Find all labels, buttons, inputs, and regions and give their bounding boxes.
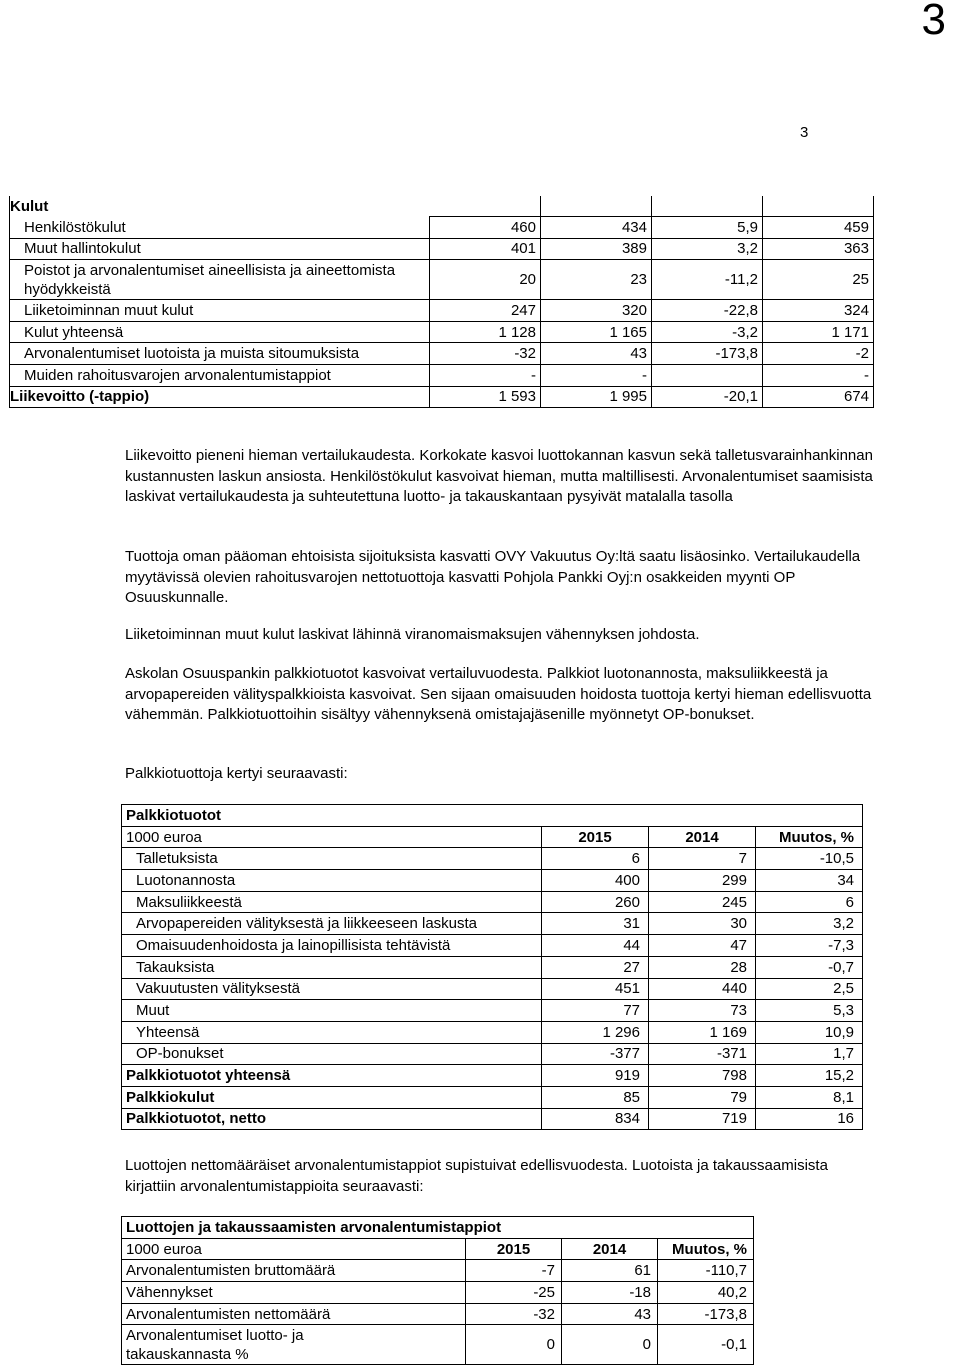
table-row [122, 1217, 754, 1239]
row-label: Muut [122, 1000, 542, 1022]
cell: -7 [466, 1260, 562, 1282]
row-label: Palkkiotuotot, netto [122, 1108, 542, 1130]
cell: 20 [430, 260, 541, 300]
cell: -10,5 [756, 848, 863, 870]
table-row [10, 364, 874, 386]
cell: 2,5 [756, 978, 863, 1000]
cell: 389 [541, 238, 652, 260]
cell: 23 [541, 260, 652, 300]
luotto-title: Luottojen ja takaussaamisten arvonalentumistappiot [122, 1217, 754, 1239]
cell: 0 [466, 1325, 562, 1365]
row-label: Liiketoiminnan muut kulut [10, 300, 430, 322]
cell: 1 296 [542, 1021, 649, 1043]
row-label: Henkilöstökulut [10, 217, 430, 239]
cell: 834 [542, 1108, 649, 1130]
unit-label: 1000 euroa [122, 1238, 466, 1260]
table-row [122, 1325, 754, 1365]
table-row [10, 321, 874, 343]
cell: 1 171 [763, 321, 874, 343]
paragraph-muut-kulut: Liiketoiminnan muut kulut laskivat lähinnä viranomaismaksujen vähennyksen johdosta. [125, 626, 700, 643]
cell: 31 [542, 913, 649, 935]
cell: - [541, 364, 652, 386]
cell: 43 [541, 343, 652, 365]
row-label: Poistot ja arvonalentumiset aineellisista ja aineettomista hyödykkeistä [10, 260, 430, 300]
row-label: Kulut yhteensä [10, 321, 430, 343]
cell: -22,8 [652, 300, 763, 322]
row-label: OP-bonukset [122, 1043, 542, 1065]
cell: 6 [542, 848, 649, 870]
cell: 34 [756, 870, 863, 892]
cell: 459 [763, 217, 874, 239]
table-row [122, 1065, 863, 1087]
column-header: 2015 [466, 1238, 562, 1260]
cell: 1 169 [649, 1021, 756, 1043]
paragraph-tuottoja: Tuottoja oman pääoman ehtoisista sijoituksista kasvatti OVY Vakuutus Oy:ltä saatu lisäosinko. Vertailukaudella myytävissä olevien rahoitusvarojen nettotuottoja kasvatti Pohjola Pankki Oyj:n osakkeiden myynti OP Osuuskunnalle. [125, 548, 861, 606]
row-label: Talletuksista [122, 848, 542, 870]
table-row [10, 260, 874, 300]
cell: -110,7 [658, 1260, 754, 1282]
row-label: Arvopapereiden välityksestä ja liikkeeseen laskusta [122, 913, 542, 935]
kulut-table [9, 196, 874, 408]
column-header: Muutos, % [756, 826, 863, 848]
cell: 1 165 [541, 321, 652, 343]
table-row [122, 913, 863, 935]
row-label: Muut hallintokulut [10, 238, 430, 260]
cell [652, 364, 763, 386]
cell: 245 [649, 891, 756, 913]
header-cell [541, 196, 652, 217]
row-label: Liikevoitto (-tappio) [10, 386, 430, 408]
column-header: 2014 [649, 826, 756, 848]
cell: 6 [756, 891, 863, 913]
cell: 8,1 [756, 1086, 863, 1108]
unit-label: 1000 euroa [122, 826, 542, 848]
row-label: Muiden rahoitusvarojen arvonalentumistappiot [10, 364, 430, 386]
palkkiotuotot-table [121, 804, 863, 1130]
table-row [122, 978, 863, 1000]
corner-page-number: 3 [921, 0, 946, 44]
cell: 0 [562, 1325, 658, 1365]
cell: 7 [649, 848, 756, 870]
table-row [122, 1238, 754, 1260]
cell: 247 [430, 300, 541, 322]
cell: 3,2 [652, 238, 763, 260]
cell: 28 [649, 956, 756, 978]
cell: -11,2 [652, 260, 763, 300]
row-label: Palkkiokulut [122, 1086, 542, 1108]
cell: 15,2 [756, 1065, 863, 1087]
row-label: Arvonalentumiset luotoista ja muista sitoumuksista [10, 343, 430, 365]
row-label: Maksuliikkeestä [122, 891, 542, 913]
table-row [10, 217, 874, 239]
cell: 401 [430, 238, 541, 260]
cell: 85 [542, 1086, 649, 1108]
table-row [122, 1086, 863, 1108]
row-label: Arvonalentumisten nettomäärä [122, 1303, 466, 1325]
cell: -377 [542, 1043, 649, 1065]
cell: -2 [763, 343, 874, 365]
cell: 43 [562, 1303, 658, 1325]
cell: 47 [649, 935, 756, 957]
cell: 1 128 [430, 321, 541, 343]
table-row [122, 1260, 754, 1282]
table-row [10, 300, 874, 322]
row-label: Vähennykset [122, 1282, 466, 1304]
cell: 299 [649, 870, 756, 892]
header-cell [652, 196, 763, 217]
cell: -3,2 [652, 321, 763, 343]
cell: 5,3 [756, 1000, 863, 1022]
row-label: Omaisuudenhoidosta ja lainopillisista tehtävistä [122, 935, 542, 957]
cell: -173,8 [652, 343, 763, 365]
cell: -20,1 [652, 386, 763, 408]
cell: 440 [649, 978, 756, 1000]
table-row [10, 343, 874, 365]
paragraph-palkkiotuotot: Askolan Osuuspankin palkkiotuotot kasvoivat vertailuvuodesta. Palkkiot luotonannosta, maksuliikkeestä ja arvopapereiden välityspalkkioista kasvoivat. Sen sijaan omaisuuden hoidosta tuottoja kertyi hieman edellisvuotta vähemmän. Palkkiotuottoihin sisältyy vähennyksenä omistajajäsenille myönnetyt OP-bonukset. [125, 665, 872, 723]
table-row [10, 386, 874, 408]
cell: -173,8 [658, 1303, 754, 1325]
table-row [122, 848, 863, 870]
cell: 260 [542, 891, 649, 913]
cell: 798 [649, 1065, 756, 1087]
cell: 460 [430, 217, 541, 239]
table-row [10, 196, 874, 217]
table-row [122, 826, 863, 848]
cell: 320 [541, 300, 652, 322]
cell: -371 [649, 1043, 756, 1065]
row-label: Arvonalentumiset luotto- ja takauskannasta % [122, 1325, 466, 1365]
cell: 719 [649, 1108, 756, 1130]
cell: 16 [756, 1108, 863, 1130]
row-label: Takauksista [122, 956, 542, 978]
table-row [122, 1282, 754, 1304]
cell: 27 [542, 956, 649, 978]
cell: 44 [542, 935, 649, 957]
kulut-title: Kulut [10, 196, 430, 217]
cell: -32 [430, 343, 541, 365]
cell: 3,2 [756, 913, 863, 935]
cell: 363 [763, 238, 874, 260]
page-number: 3 [800, 124, 809, 141]
cell: 919 [542, 1065, 649, 1087]
column-header: 2015 [542, 826, 649, 848]
cell: 40,2 [658, 1282, 754, 1304]
palkkio-title: Palkkiotuotot [122, 805, 863, 827]
cell: -0,7 [756, 956, 863, 978]
cell: 25 [763, 260, 874, 300]
cell: 5,9 [652, 217, 763, 239]
luottojen-arvonalentumiset-table [121, 1216, 754, 1365]
column-header: 2014 [562, 1238, 658, 1260]
row-label: Vakuutusten välityksestä [122, 978, 542, 1000]
row-label: Yhteensä [122, 1021, 542, 1043]
table-row [122, 935, 863, 957]
table-row [122, 1303, 754, 1325]
cell: 30 [649, 913, 756, 935]
table-row [122, 891, 863, 913]
cell: -18 [562, 1282, 658, 1304]
column-header: Muutos, % [658, 1238, 754, 1260]
cell: -7,3 [756, 935, 863, 957]
cell: -0,1 [658, 1325, 754, 1365]
paragraph-liikevoitto: Liikevoitto pieneni hieman vertailukaudesta. Korkokate kasvoi luottokannan kasvun sekä talletusvarainhankinnan kustannusten laskun ansiosta. Henkilöstökulut kasvoivat hieman, mutta maltillisesti. Arvonalentumiset saamisista laskivat vertailukaudesta ja suhteutettuna luotto- ja takauskantaan pysyivät matalalla tasolla [125, 447, 873, 505]
cell: 400 [542, 870, 649, 892]
cell: -32 [466, 1303, 562, 1325]
cell: - [763, 364, 874, 386]
cell: 451 [542, 978, 649, 1000]
cell: 1 995 [541, 386, 652, 408]
table-row [122, 956, 863, 978]
cell: 73 [649, 1000, 756, 1022]
paragraph-palkkiot-intro: Palkkiotuottoja kertyi seuraavasti: [125, 765, 348, 782]
table-row [122, 870, 863, 892]
row-label: Luotonannosta [122, 870, 542, 892]
cell: 61 [562, 1260, 658, 1282]
cell: 324 [763, 300, 874, 322]
cell: 1,7 [756, 1043, 863, 1065]
row-label: Arvonalentumisten bruttomäärä [122, 1260, 466, 1282]
table-row [10, 238, 874, 260]
cell: -25 [466, 1282, 562, 1304]
paragraph-luottojen: Luottojen nettomääräiset arvonalentumistappiot supistuivat edellisvuodesta. Luotoista ja takaussaamisista kirjattiin arvonalentumistappioita seuraavasti: [125, 1157, 828, 1195]
cell: 434 [541, 217, 652, 239]
table-row [122, 805, 863, 827]
table-row [122, 1108, 863, 1130]
header-cell [763, 196, 874, 217]
table-row [122, 1000, 863, 1022]
cell: 79 [649, 1086, 756, 1108]
table-row [122, 1021, 863, 1043]
cell: - [430, 364, 541, 386]
cell: 10,9 [756, 1021, 863, 1043]
row-label: Palkkiotuotot yhteensä [122, 1065, 542, 1087]
cell: 674 [763, 386, 874, 408]
header-cell [430, 196, 541, 217]
table-row [122, 1043, 863, 1065]
cell: 1 593 [430, 386, 541, 408]
cell: 77 [542, 1000, 649, 1022]
